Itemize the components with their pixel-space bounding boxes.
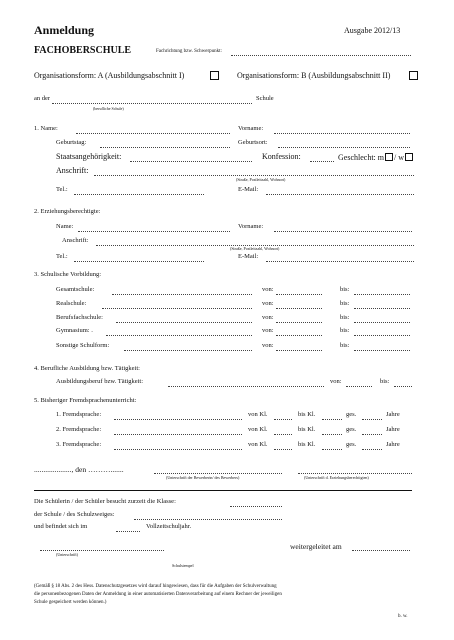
school-row-to-field[interactable] bbox=[354, 294, 410, 295]
section2-heading: 2. Erziehungsberechtigte: bbox=[34, 208, 101, 215]
birthplace-field[interactable] bbox=[278, 147, 410, 148]
school-row-label: Sonstige Schulform: bbox=[56, 342, 110, 349]
office-divider bbox=[34, 490, 412, 491]
guardian-signature-line[interactable] bbox=[298, 473, 412, 474]
job-label: Ausbildungsberuf bzw. Tätigkeit: bbox=[56, 378, 144, 385]
phone-field[interactable] bbox=[74, 194, 204, 195]
first-name-field[interactable] bbox=[274, 133, 410, 134]
guardian-name-label: Name: bbox=[56, 223, 74, 230]
school-row-field[interactable] bbox=[124, 350, 252, 351]
confession-label: Konfession: bbox=[262, 152, 301, 161]
privacy-note-line2: die personenbezogenen Daten der Anmeldung in einer automatisierten Datenverarbeitung auf einem Rechner der jeweiligen bbox=[34, 592, 282, 597]
address-hint: (Straße, Postleitzahl, Wohnort) bbox=[236, 177, 286, 182]
school-row-field[interactable] bbox=[116, 322, 252, 323]
guardian-first-name-label: Vorname: bbox=[238, 223, 264, 230]
office-signature-line[interactable] bbox=[40, 550, 164, 551]
please-turn-over: b. w. bbox=[398, 614, 408, 619]
school-row-from-field[interactable] bbox=[276, 308, 322, 309]
place-date-field[interactable]: ...................., den ………....... bbox=[34, 465, 124, 474]
email-label: E-Mail: bbox=[238, 186, 259, 193]
applicant-signature-line[interactable] bbox=[154, 473, 282, 474]
school-row-label: Realschule: bbox=[56, 300, 87, 307]
language-from-field[interactable] bbox=[274, 449, 292, 450]
language-row-label: 2. Fremdsprache: bbox=[56, 426, 102, 433]
first-name-label: Vorname: bbox=[238, 125, 264, 132]
language-from-label: von Kl. bbox=[248, 411, 268, 418]
office-class-label: Die Schülerin / der Schüler besucht zurzeit die Klasse: bbox=[34, 498, 176, 505]
edition-label: Ausgabe 2012/13 bbox=[344, 26, 401, 35]
office-school-label: der Schule / des Schulzweiges: bbox=[34, 511, 115, 518]
school-row-to-label: bis: bbox=[340, 286, 350, 293]
language-unit: Jahre bbox=[386, 441, 400, 448]
job-to-field[interactable] bbox=[394, 386, 412, 387]
school-suffix: Schule bbox=[256, 95, 274, 102]
language-unit: Jahre bbox=[386, 426, 400, 433]
office-year-field[interactable] bbox=[116, 531, 140, 532]
job-from-input[interactable] bbox=[346, 386, 372, 387]
org-form-b-checkbox[interactable] bbox=[409, 71, 418, 80]
language-to-field[interactable] bbox=[322, 434, 342, 435]
school-row-from-field[interactable] bbox=[276, 322, 322, 323]
language-row-field[interactable] bbox=[114, 419, 242, 420]
school-type-heading: FACHOBERSCHULE bbox=[34, 45, 132, 56]
school-row-to-label: bis: bbox=[340, 342, 350, 349]
guardian-email-label: E-Mail: bbox=[238, 253, 259, 260]
school-row-to-label: bis: bbox=[340, 300, 350, 307]
school-stamp-label: Schulstempel bbox=[172, 563, 194, 568]
address-label: Anschrift: bbox=[56, 166, 89, 175]
language-total-field[interactable] bbox=[362, 419, 382, 420]
birthday-field[interactable] bbox=[100, 147, 230, 148]
school-row-from-field[interactable] bbox=[276, 350, 322, 351]
school-row-field[interactable] bbox=[112, 294, 252, 295]
school-row-label: Gymnasium: . bbox=[56, 327, 93, 334]
language-row-field[interactable] bbox=[114, 434, 242, 435]
school-row-to-label: bis: bbox=[340, 327, 350, 334]
section5-heading: 5. Bisheriger Fremdsprachenunterricht: bbox=[34, 397, 137, 404]
language-total-field[interactable] bbox=[362, 449, 382, 450]
guardian-phone-label: Tel.: bbox=[56, 253, 68, 260]
focus-label: Fachrichtung bzw. Schwerpunkt: bbox=[156, 49, 222, 54]
job-field[interactable] bbox=[168, 386, 324, 387]
language-row-label: 3. Fremdsprache: bbox=[56, 441, 102, 448]
school-row-to-field[interactable] bbox=[354, 350, 410, 351]
school-hint: (berufliche Schule) bbox=[93, 106, 124, 111]
nationality-field[interactable] bbox=[130, 161, 252, 162]
school-row-to-field[interactable] bbox=[354, 322, 410, 323]
school-row-from-label: von: bbox=[262, 327, 274, 334]
language-to-label: bis Kl. bbox=[298, 441, 316, 448]
name-field[interactable] bbox=[76, 133, 230, 134]
language-from-field[interactable] bbox=[274, 419, 292, 420]
gender-label: Geschlecht: m bbox=[338, 153, 384, 162]
school-row-label: Gesamtschule: bbox=[56, 286, 95, 293]
school-row-field[interactable] bbox=[106, 335, 252, 336]
guardian-phone-field[interactable] bbox=[74, 261, 204, 262]
school-row-from-label: von: bbox=[262, 314, 274, 321]
language-to-field[interactable] bbox=[322, 419, 342, 420]
section4-heading: 4. Berufliche Ausbildung bzw. Tätigkeit: bbox=[34, 365, 140, 372]
language-total-label: ges. bbox=[346, 411, 357, 418]
guardian-email-field[interactable] bbox=[266, 261, 414, 262]
language-to-label: bis Kl. bbox=[298, 426, 316, 433]
school-row-to-label: bis: bbox=[340, 314, 350, 321]
job-to-label: bis: bbox=[380, 378, 390, 385]
language-to-label: bis Kl. bbox=[298, 411, 316, 418]
school-row-to-field[interactable] bbox=[354, 308, 410, 309]
school-row-from-field[interactable] bbox=[276, 294, 322, 295]
guardian-address-label: Anschrift: bbox=[62, 237, 89, 244]
address-field[interactable] bbox=[94, 175, 414, 176]
privacy-note-line3: Schule gespeichert werden können.) bbox=[34, 600, 107, 605]
language-total-field[interactable] bbox=[362, 434, 382, 435]
form-title: Anmeldung bbox=[34, 23, 95, 37]
school-row-from-field[interactable] bbox=[276, 335, 322, 336]
gender-female-checkbox[interactable] bbox=[405, 153, 413, 161]
org-form-a-label: Organisationsform: A (Ausbildungsabschnitt I) bbox=[34, 71, 185, 80]
language-from-label: von Kl. bbox=[248, 441, 268, 448]
privacy-note-line1: (Gemäß § 18 Abs. 2 des Hess. Datenschutzgesetzes wird darauf hingewiesen, dass für die Aufgaben der Schulverwaltung bbox=[34, 584, 277, 589]
school-row-from-label: von: bbox=[262, 300, 274, 307]
gender-male-checkbox[interactable] bbox=[385, 153, 393, 161]
school-row-from-label: von: bbox=[262, 342, 274, 349]
gender-group bbox=[338, 153, 414, 162]
forwarded-field[interactable] bbox=[352, 550, 410, 551]
language-row-field[interactable] bbox=[114, 449, 242, 450]
section3-heading: 3. Schulische Vorbildung: bbox=[34, 271, 102, 278]
office-school-field[interactable] bbox=[134, 519, 282, 520]
office-year-label: und befindet sich im bbox=[34, 523, 88, 530]
language-from-field[interactable] bbox=[274, 434, 292, 435]
phone-label: Tel.: bbox=[56, 186, 68, 193]
office-signature-hint: (Unterschrift) bbox=[56, 552, 78, 557]
school-row-field[interactable] bbox=[102, 308, 252, 309]
org-form-a-checkbox[interactable] bbox=[210, 71, 219, 80]
applicant-signature-hint: (Unterschrift der Bewerberin/ des Bewerbers) bbox=[166, 475, 240, 480]
school-prefix: an der bbox=[34, 95, 51, 102]
school-row-label: Berufsfachschule: bbox=[56, 314, 103, 321]
confession-field[interactable] bbox=[310, 161, 334, 162]
language-from-label: von Kl. bbox=[248, 426, 268, 433]
school-row-to-field[interactable] bbox=[354, 335, 410, 336]
language-total-label: ges. bbox=[346, 441, 357, 448]
birthplace-label: Geburtsort: bbox=[238, 139, 268, 146]
email-field[interactable] bbox=[266, 194, 414, 195]
language-row-label: 1. Fremdsprache: bbox=[56, 411, 102, 418]
guardian-name-field[interactable] bbox=[78, 231, 230, 232]
language-total-label: ges. bbox=[346, 426, 357, 433]
forwarded-label: weitergeleitet am bbox=[290, 542, 342, 551]
school-field[interactable] bbox=[52, 103, 252, 104]
office-year-suffix: Vollzeitschuljahr. bbox=[146, 523, 192, 530]
nationality-label: Staatsangehörigkeit: bbox=[56, 152, 122, 161]
org-form-b-label: Organisationsform: B (Ausbildungsabschnitt II) bbox=[237, 71, 391, 80]
guardian-first-name-field[interactable] bbox=[274, 231, 412, 232]
birthday-label: Geburtstag: bbox=[56, 139, 87, 146]
guardian-address-hint: (Straße, Postleitzahl, Wohnort) bbox=[230, 246, 280, 251]
focus-field[interactable] bbox=[231, 55, 411, 56]
section1-name-label: 1. Name: bbox=[34, 125, 58, 132]
office-class-field[interactable] bbox=[230, 506, 282, 507]
language-unit: Jahre bbox=[386, 411, 400, 418]
gender-separator: / w bbox=[393, 153, 404, 162]
school-row-from-label: von: bbox=[262, 286, 274, 293]
language-to-field[interactable] bbox=[322, 449, 342, 450]
guardian-signature-hint: (Unterschrift d. Erziehungsberechtigten) bbox=[304, 475, 369, 480]
job-from-label: von: bbox=[330, 378, 342, 385]
